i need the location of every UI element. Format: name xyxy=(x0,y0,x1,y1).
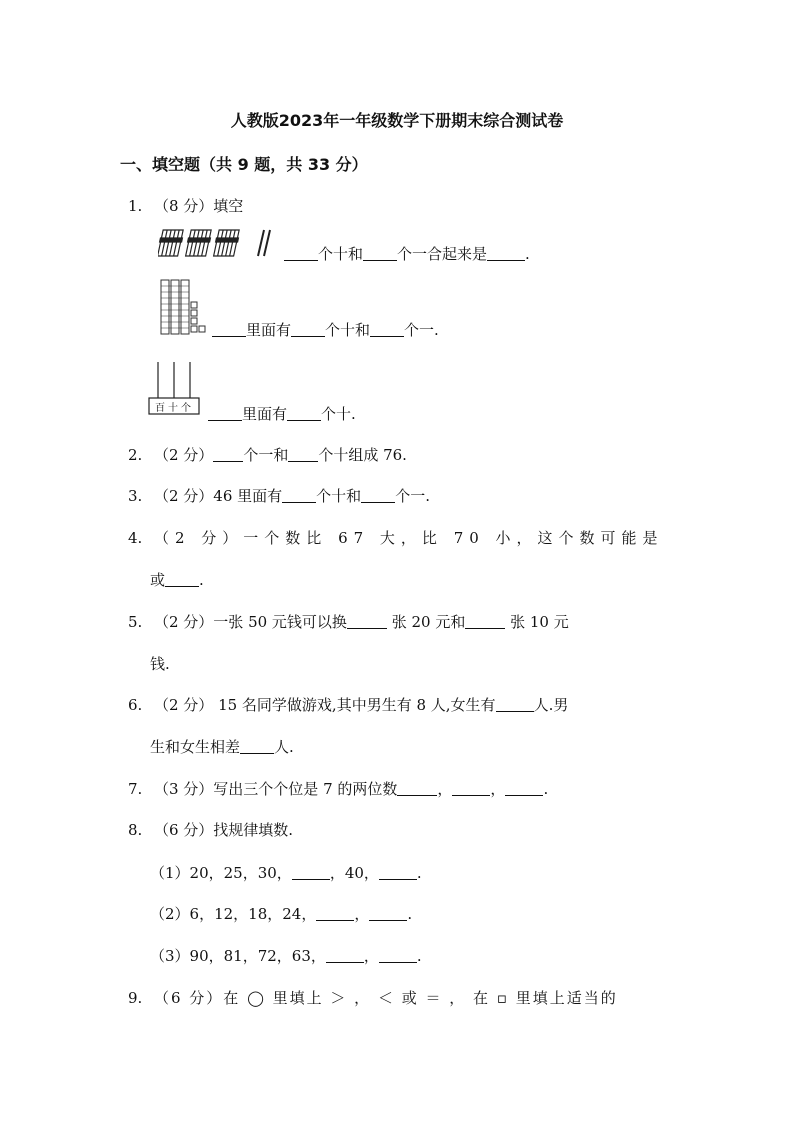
answer-blank[interactable] xyxy=(487,246,525,261)
answer-blank[interactable] xyxy=(212,322,246,337)
answer-blank[interactable] xyxy=(316,906,354,921)
answer-blank[interactable] xyxy=(361,488,395,503)
page-title: 人教版2023年一年级数学下册期末综合测试卷 xyxy=(230,111,564,130)
cube-columns-icon xyxy=(157,276,207,338)
question-6-cont: 生和女生相差 人. xyxy=(150,738,294,756)
question-9: 9. （6 分）在 ◯ 里填上 ＞ ， ＜ 或 ＝ ， 在 ▫ 里填上适当的 xyxy=(128,989,618,1007)
question-4-cont: 或 . xyxy=(150,571,204,589)
q1-line-a: 个十和 个一合起来是 . xyxy=(284,243,530,264)
answer-blank[interactable] xyxy=(288,447,318,462)
question-number: 1. xyxy=(128,197,143,215)
answer-blank[interactable] xyxy=(326,948,364,963)
answer-blank[interactable] xyxy=(213,447,243,462)
section-heading: 一、填空题（共 9 题，共 33 分） xyxy=(120,155,368,174)
q1-line-c: 里面有 个十. xyxy=(208,403,356,424)
answer-blank[interactable] xyxy=(379,948,417,963)
question-5-cont: 钱. xyxy=(150,655,170,673)
answer-blank[interactable] xyxy=(505,781,543,796)
question-2: 2. （2 分） 个一和 个十组成 76. xyxy=(128,446,407,464)
question-8-row-2: （2）6，12，18，24， ， . xyxy=(150,905,413,923)
question-1-heading xyxy=(128,195,243,216)
answer-blank[interactable] xyxy=(292,865,330,880)
question-3: 3. （2 分）46 里面有 个十和 个一. xyxy=(128,487,430,505)
question-6: 6. （2 分） 15 名同学做游戏,其中男生有 8 人,女生有 人.男 xyxy=(128,696,569,714)
answer-blank[interactable] xyxy=(287,406,321,421)
answer-blank[interactable] xyxy=(369,906,407,921)
answer-blank[interactable] xyxy=(452,781,490,796)
answer-blank[interactable] xyxy=(284,246,318,261)
answer-blank[interactable] xyxy=(291,322,325,337)
answer-blank[interactable] xyxy=(465,614,505,629)
question-8-row-3: （3）90，81，72，63， ， . xyxy=(150,947,422,965)
question-7: 7. （3 分）写出三个个位是 7 的两位数 ， ， . xyxy=(128,780,549,798)
answer-blank[interactable] xyxy=(496,697,534,712)
question-8-row-1: （1）20，25，30， ，40， . xyxy=(150,864,422,882)
stick-bundles-icon xyxy=(158,226,273,260)
answer-blank[interactable] xyxy=(347,614,387,629)
question-5: 5. （2 分）一张 50 元钱可以换 张 20 元和 张 10 元 xyxy=(128,613,569,631)
q1-line-b: 里面有 个十和 个一. xyxy=(212,319,439,340)
answer-blank[interactable] xyxy=(208,406,242,421)
question-text: （8 分）填空 xyxy=(154,197,244,215)
abacus-labels: 百十个 xyxy=(155,403,194,414)
answer-blank[interactable] xyxy=(370,322,404,337)
answer-blank[interactable] xyxy=(282,488,316,503)
question-4: 4. （2 分）一个数比 67 大，比 70 小，这个数可能是 xyxy=(128,529,664,547)
answer-blank[interactable] xyxy=(363,246,397,261)
answer-blank[interactable] xyxy=(165,572,199,587)
question-8-heading: 8. （6 分）找规律填数. xyxy=(128,821,294,839)
answer-blank[interactable] xyxy=(379,865,417,880)
answer-blank[interactable] xyxy=(397,781,437,796)
answer-blank[interactable] xyxy=(240,739,274,754)
